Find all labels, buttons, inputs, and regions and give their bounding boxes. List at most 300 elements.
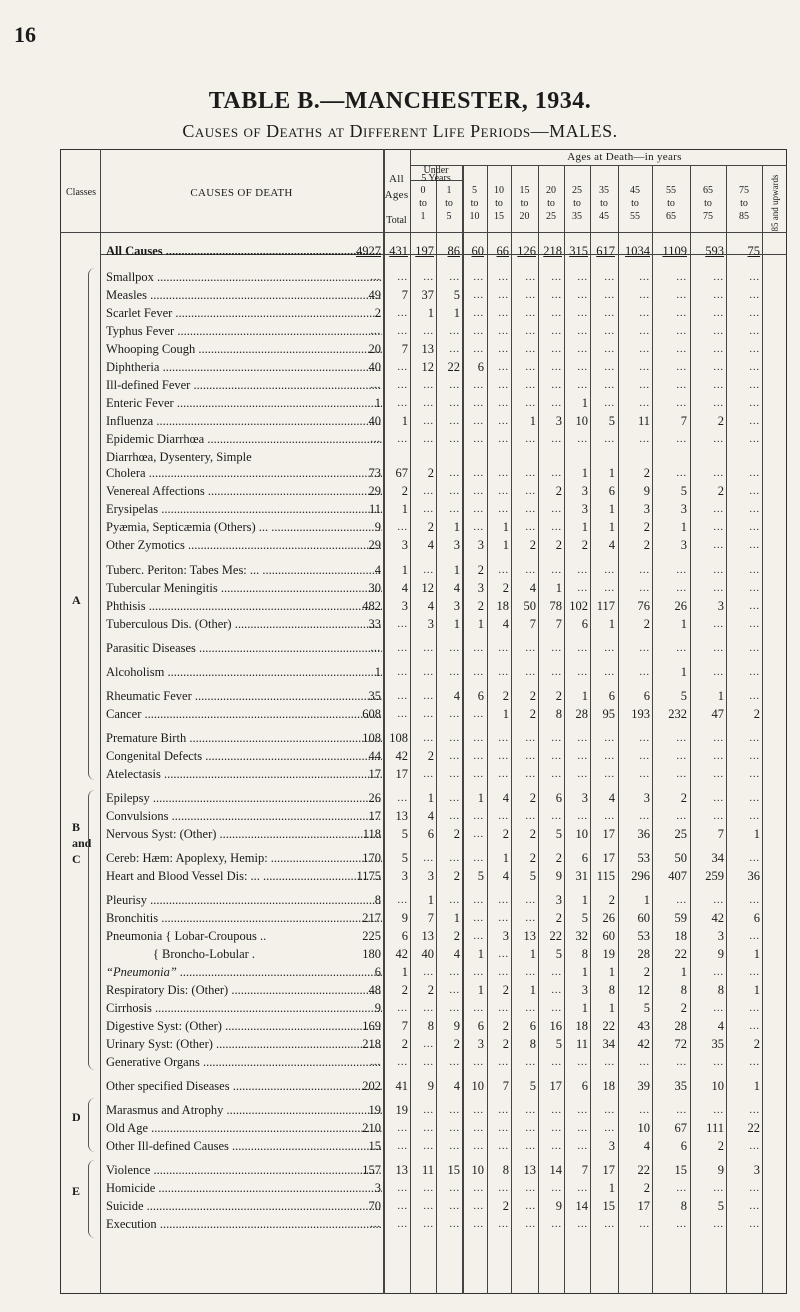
- table-row: [62, 616, 784, 633]
- age-cell: ...: [713, 619, 724, 630]
- age-cell: 1: [477, 791, 484, 805]
- age-cell: ...: [423, 853, 434, 864]
- age-cell: 2: [555, 484, 562, 498]
- age-cell: 1: [453, 306, 460, 320]
- age-cell: 3: [680, 538, 687, 552]
- age-cell: ...: [423, 667, 434, 678]
- age-cell: ...: [397, 272, 408, 283]
- total-cell: ...: [370, 1057, 381, 1068]
- age-cell: 5: [555, 1037, 562, 1051]
- age-cell: ...: [713, 811, 724, 822]
- age-cell: 1: [581, 466, 588, 480]
- cause-label: Old Age .....: [106, 1120, 382, 1137]
- age-cell: ...: [604, 1123, 615, 1134]
- age-cell: ...: [397, 691, 408, 702]
- age-cell: ...: [551, 380, 562, 391]
- table-row: [62, 766, 784, 783]
- age-cell: ...: [449, 793, 460, 804]
- age-cell: ...: [676, 1105, 687, 1116]
- age-cell: 5: [477, 869, 484, 883]
- cause-label: Urinary Syst: (Other) .....: [106, 1036, 382, 1053]
- age-cell: 19: [602, 947, 615, 961]
- age-header: 1: [446, 185, 452, 196]
- age-cell: 10: [471, 1163, 484, 1177]
- age-header: to: [667, 198, 675, 209]
- age-cell: ...: [749, 1141, 760, 1152]
- age-cell: ...: [473, 416, 484, 427]
- table-row: [62, 1036, 784, 1053]
- age-cell: ...: [449, 709, 460, 720]
- age-header: 5: [446, 211, 452, 222]
- age-header: 25: [546, 211, 556, 222]
- age-cell: 6: [608, 689, 615, 703]
- age-cell: ...: [713, 967, 724, 978]
- age-cell: ...: [749, 691, 760, 702]
- age-cell: ...: [577, 272, 588, 283]
- age-header-85-upwards: 85 and upwards: [770, 174, 780, 232]
- cause-label: Execution .....: [106, 1216, 382, 1233]
- age-cell: 41: [395, 1079, 408, 1093]
- table-row: [62, 598, 784, 615]
- table-row: [62, 431, 784, 448]
- cause-label: “Pneumonia” .....: [106, 964, 382, 981]
- age-cell: ...: [423, 643, 434, 654]
- total-cell: 169: [362, 1019, 381, 1033]
- age-cell: 2: [581, 538, 588, 552]
- age-cell: 2: [717, 484, 724, 498]
- age-cell: 8: [427, 1019, 434, 1033]
- age-cell: ...: [498, 344, 509, 355]
- age-cell: 4: [453, 581, 460, 595]
- age-cell: ...: [749, 811, 760, 822]
- age-cell: ...: [676, 895, 687, 906]
- age-cell: 42: [637, 1037, 650, 1051]
- cause-label: Other specified Diseases .....: [106, 1078, 382, 1095]
- age-cell: ...: [577, 1219, 588, 1230]
- age-cell: 3: [643, 502, 650, 516]
- class-a-label: A: [72, 593, 81, 607]
- age-cell: ...: [749, 486, 760, 497]
- age-cell: ...: [449, 1141, 460, 1152]
- age-cell: ...: [639, 344, 650, 355]
- age-cell: ...: [551, 733, 562, 744]
- table-row: [62, 359, 784, 376]
- total-cell: 1: [374, 396, 381, 410]
- class-d-brace: [88, 1098, 95, 1152]
- age-header: to: [445, 198, 453, 209]
- age-cell: ...: [525, 326, 536, 337]
- age-cell: 4: [502, 791, 509, 805]
- age-cell: 407: [668, 869, 687, 883]
- cause-label: Cholera .....: [106, 465, 382, 482]
- age-cell: ...: [749, 380, 760, 391]
- age-cell: ...: [604, 583, 615, 594]
- age-cell: 1: [608, 965, 615, 979]
- age-cell: 86: [447, 244, 460, 258]
- table-row: [62, 537, 784, 554]
- age-cell: 34: [602, 1037, 615, 1051]
- cause-label: Marasmus and Atrophy .....: [106, 1102, 382, 1119]
- age-cell: 7: [680, 414, 687, 428]
- age-cell: ...: [498, 380, 509, 391]
- cause-label: Other Zymotics .....: [106, 537, 382, 554]
- age-cell: ...: [551, 769, 562, 780]
- age-cell: 1: [608, 617, 615, 631]
- age-cell: ...: [498, 1003, 509, 1014]
- age-cell: ...: [604, 308, 615, 319]
- age-cell: 2: [453, 1037, 460, 1051]
- cause-label: Pneumonia { Lobar-Croupous ..: [106, 929, 267, 943]
- age-cell: ...: [397, 1141, 408, 1152]
- age-cell: ...: [397, 643, 408, 654]
- cause-label: Cirrhosis .....: [106, 1000, 382, 1017]
- age-cell: ...: [525, 895, 536, 906]
- age-cell: ...: [498, 1219, 509, 1230]
- age-cell: ...: [676, 344, 687, 355]
- cause-label: Diarrhœa, Dysentery, Simple: [106, 450, 252, 464]
- class-b-c-label: and: [72, 836, 92, 850]
- age-cell: 3: [555, 893, 562, 907]
- total-cell: ...: [370, 1219, 381, 1230]
- age-cell: ...: [604, 1105, 615, 1116]
- total-cell: 6: [374, 965, 381, 979]
- cause-label: Venereal Affections .....: [106, 483, 382, 500]
- total-cell: 118: [362, 827, 381, 841]
- age-cell: 18: [575, 1019, 588, 1033]
- age-cell: ...: [525, 1183, 536, 1194]
- age-cell: ...: [397, 1201, 408, 1212]
- age-cell: 1: [529, 414, 536, 428]
- age-cell: ...: [639, 380, 650, 391]
- table-row: [62, 928, 784, 945]
- age-cell: ...: [525, 434, 536, 445]
- age-cell: ...: [473, 1003, 484, 1014]
- age-cell: 6: [680, 1139, 687, 1153]
- age-cell: ...: [749, 290, 760, 301]
- cause-label: Measles .....: [106, 287, 382, 304]
- age-cell: 8: [502, 1163, 509, 1177]
- age-cell: ...: [525, 967, 536, 978]
- age-cell: ...: [498, 811, 509, 822]
- age-cell: 9: [717, 947, 724, 961]
- age-cell: 59: [674, 911, 687, 925]
- age-cell: ...: [498, 1057, 509, 1068]
- age-cell: ...: [449, 1219, 460, 1230]
- age-cell: 37: [421, 288, 434, 302]
- age-cell: 6: [477, 689, 484, 703]
- age-cell: 296: [631, 869, 650, 883]
- age-cell: ...: [473, 811, 484, 822]
- age-cell: ...: [749, 1057, 760, 1068]
- age-cell: 1: [427, 893, 434, 907]
- age-cell: ...: [749, 308, 760, 319]
- age-cell: ...: [397, 1219, 408, 1230]
- age-cell: 2: [502, 689, 509, 703]
- page-number: 16: [14, 22, 36, 47]
- age-cell: 2: [680, 1001, 687, 1015]
- age-cell: 3: [453, 538, 460, 552]
- table-row: [62, 964, 784, 981]
- age-cell: ...: [525, 522, 536, 533]
- total-cell: 73: [368, 466, 381, 480]
- total-cell: 8: [374, 893, 381, 907]
- age-cell: ...: [713, 583, 724, 594]
- age-cell: ...: [423, 1219, 434, 1230]
- age-cell: 5: [401, 827, 408, 841]
- age-cell: 10: [471, 1079, 484, 1093]
- total-cell: 4: [374, 563, 381, 577]
- age-cell: 1: [608, 466, 615, 480]
- age-cell: ...: [551, 667, 562, 678]
- under5-header: Under: [423, 165, 449, 176]
- age-cell: ...: [449, 1057, 460, 1068]
- age-cell: 67: [674, 1121, 687, 1135]
- age-cell: 1: [608, 520, 615, 534]
- age-header: 20: [519, 211, 530, 222]
- table-row: [62, 808, 784, 825]
- age-cell: 22: [602, 1019, 615, 1033]
- age-cell: ...: [577, 434, 588, 445]
- age-cell: ...: [423, 272, 434, 283]
- age-cell: ...: [473, 1141, 484, 1152]
- age-cell: ...: [639, 769, 650, 780]
- total-cell: 3: [374, 1181, 381, 1195]
- age-cell: ...: [551, 1141, 562, 1152]
- age-cell: ...: [449, 751, 460, 762]
- age-cell: ...: [449, 398, 460, 409]
- age-cell: ...: [676, 1183, 687, 1194]
- age-cell: 3: [581, 791, 588, 805]
- age-cell: 1: [401, 563, 408, 577]
- age-cell: 17: [395, 767, 408, 781]
- table-row: [62, 562, 784, 579]
- under5-header: 5 Years: [421, 173, 451, 184]
- age-cell: ...: [749, 643, 760, 654]
- age-cell: 1: [529, 947, 536, 961]
- age-cell: 4: [608, 538, 615, 552]
- age-cell: ...: [525, 733, 536, 744]
- age-cell: ...: [498, 504, 509, 515]
- age-cell: 13: [395, 1163, 408, 1177]
- age-cell: 2: [401, 1037, 408, 1051]
- table-row: [62, 1102, 784, 1119]
- age-cell: ...: [749, 1183, 760, 1194]
- age-cell: 1: [581, 965, 588, 979]
- age-cell: 1: [453, 617, 460, 631]
- table-row: [62, 826, 784, 843]
- age-cell: ...: [397, 398, 408, 409]
- age-cell: ...: [473, 308, 484, 319]
- cause-label: Respiratory Dis: (Other) .....: [106, 982, 382, 999]
- age-cell: ...: [604, 811, 615, 822]
- age-cell: 4: [453, 947, 460, 961]
- age-cell: ...: [639, 751, 650, 762]
- age-cell: ...: [498, 967, 509, 978]
- cause-label: Atelectasis .....: [106, 766, 382, 783]
- age-cell: ...: [676, 290, 687, 301]
- class-d-label: D: [72, 1110, 81, 1124]
- age-cell: 2: [453, 869, 460, 883]
- table-row: [62, 1138, 784, 1155]
- age-cell: ...: [749, 1021, 760, 1032]
- age-cell: ...: [676, 1057, 687, 1068]
- age-cell: 2: [753, 1037, 760, 1051]
- age-cell: ...: [449, 1003, 460, 1014]
- cause-label: Diphtheria .....: [106, 359, 382, 376]
- age-cell: 4: [453, 689, 460, 703]
- age-cell: 9: [401, 911, 408, 925]
- age-cell: 13: [421, 929, 434, 943]
- age-cell: 111: [706, 1121, 724, 1135]
- age-cell: ...: [525, 1141, 536, 1152]
- age-cell: 2: [717, 414, 724, 428]
- age-cell: ...: [639, 326, 650, 337]
- age-cell: ...: [639, 1219, 650, 1230]
- age-cell: ...: [749, 326, 760, 337]
- age-cell: ...: [577, 811, 588, 822]
- total-cell: 210: [362, 1121, 381, 1135]
- age-cell: ...: [749, 1201, 760, 1212]
- age-cell: ...: [676, 468, 687, 479]
- age-cell: ...: [423, 709, 434, 720]
- age-header: to: [419, 198, 427, 209]
- age-header: 55: [666, 185, 676, 196]
- age-cell: 8: [581, 947, 588, 961]
- age-cell: 78: [549, 599, 562, 613]
- age-cell: 2: [453, 929, 460, 943]
- age-cell: ...: [604, 344, 615, 355]
- age-cell: ...: [423, 691, 434, 702]
- age-cell: 1: [753, 983, 760, 997]
- cause-label: Violence .....: [106, 1162, 382, 1179]
- age-cell: 593: [705, 244, 724, 258]
- age-cell: ...: [749, 967, 760, 978]
- cause-label: Heart and Blood Vessel Dis: ... .....: [106, 868, 382, 885]
- age-cell: ...: [676, 326, 687, 337]
- age-cell: 50: [523, 599, 536, 613]
- total-cell: 202: [362, 1079, 381, 1093]
- age-cell: ...: [713, 398, 724, 409]
- table-title: TABLE B.—MANCHESTER, 1934.: [208, 88, 592, 114]
- age-cell: 22: [447, 360, 460, 374]
- age-cell: 22: [747, 1121, 760, 1135]
- cause-label: Cereb: Hæm: Apoplexy, Hemip: .....: [106, 850, 382, 867]
- age-cell: 22: [674, 947, 687, 961]
- cause-label: Influenza .....: [106, 413, 382, 430]
- cause-label: Erysipelas .....: [106, 501, 382, 518]
- age-cell: 3: [453, 599, 460, 613]
- age-cell: 22: [549, 929, 562, 943]
- age-cell: ...: [423, 380, 434, 391]
- age-cell: ...: [397, 1183, 408, 1194]
- age-cell: ...: [525, 504, 536, 515]
- age-cell: ...: [449, 643, 460, 654]
- cause-label: Epidemic Diarrhœa .....: [106, 431, 382, 448]
- age-cell: 5: [401, 851, 408, 865]
- total-cell: 70: [368, 1199, 381, 1213]
- age-cell: ...: [639, 290, 650, 301]
- age-cell: ...: [713, 667, 724, 678]
- age-cell: 15: [674, 1163, 687, 1177]
- class-e-brace: [88, 1160, 95, 1238]
- age-cell: 4: [502, 617, 509, 631]
- age-cell: 11: [637, 414, 650, 428]
- age-cell: ...: [713, 1057, 724, 1068]
- total-cell: 44: [368, 749, 381, 763]
- age-cell: 13: [421, 342, 434, 356]
- age-cell: 2: [427, 749, 434, 763]
- age-cell: 4: [427, 809, 434, 823]
- age-cell: 1: [680, 965, 687, 979]
- table-row: [62, 243, 784, 260]
- age-cell: 1: [717, 689, 724, 703]
- age-cell: ...: [525, 1057, 536, 1068]
- total-cell: 17: [368, 767, 381, 781]
- age-cell: 3: [581, 502, 588, 516]
- age-cell: ...: [577, 1183, 588, 1194]
- age-cell: ...: [525, 1105, 536, 1116]
- age-cell: 6: [529, 1019, 536, 1033]
- total-cell: 157: [362, 1163, 381, 1177]
- age-cell: ...: [498, 326, 509, 337]
- age-cell: 1: [453, 520, 460, 534]
- age-cell: ...: [551, 1219, 562, 1230]
- age-cell: ...: [639, 643, 650, 654]
- age-cell: 2: [555, 689, 562, 703]
- age-cell: ...: [577, 667, 588, 678]
- age-cell: 17: [602, 827, 615, 841]
- age-cell: ...: [713, 565, 724, 576]
- table-row: [62, 1120, 784, 1137]
- age-cell: ...: [713, 380, 724, 391]
- age-cell: ...: [423, 504, 434, 515]
- age-cell: 53: [637, 851, 650, 865]
- age-cell: ...: [473, 709, 484, 720]
- table-row: [62, 640, 784, 657]
- age-header: 0: [420, 185, 426, 196]
- cause-label: Bronchitis .....: [106, 910, 382, 927]
- age-cell: 47: [711, 707, 724, 721]
- age-cell: ...: [749, 468, 760, 479]
- age-cell: 1: [477, 983, 484, 997]
- age-cell: 117: [596, 599, 615, 613]
- age-cell: 8: [529, 1037, 536, 1051]
- age-cell: 2: [608, 893, 615, 907]
- age-cell: ...: [749, 540, 760, 551]
- age-cell: 7: [427, 911, 434, 925]
- age-cell: 10: [637, 1121, 650, 1135]
- age-cell: ...: [423, 326, 434, 337]
- age-cell: ...: [676, 398, 687, 409]
- age-cell: ...: [525, 643, 536, 654]
- age-cell: ...: [749, 398, 760, 409]
- age-cell: ...: [449, 667, 460, 678]
- age-cell: ...: [713, 344, 724, 355]
- age-cell: 16: [549, 1019, 562, 1033]
- age-cell: ...: [449, 811, 460, 822]
- age-cell: ...: [551, 1123, 562, 1134]
- age-cell: 28: [575, 707, 588, 721]
- age-cell: ...: [423, 416, 434, 427]
- age-cell: 40: [421, 947, 434, 961]
- age-cell: 1: [680, 665, 687, 679]
- age-cell: 3: [643, 791, 650, 805]
- age-cell: ...: [473, 290, 484, 301]
- table-row: [62, 910, 784, 927]
- age-cell: ...: [676, 308, 687, 319]
- age-cell: ...: [498, 290, 509, 301]
- age-cell: 60: [471, 244, 484, 258]
